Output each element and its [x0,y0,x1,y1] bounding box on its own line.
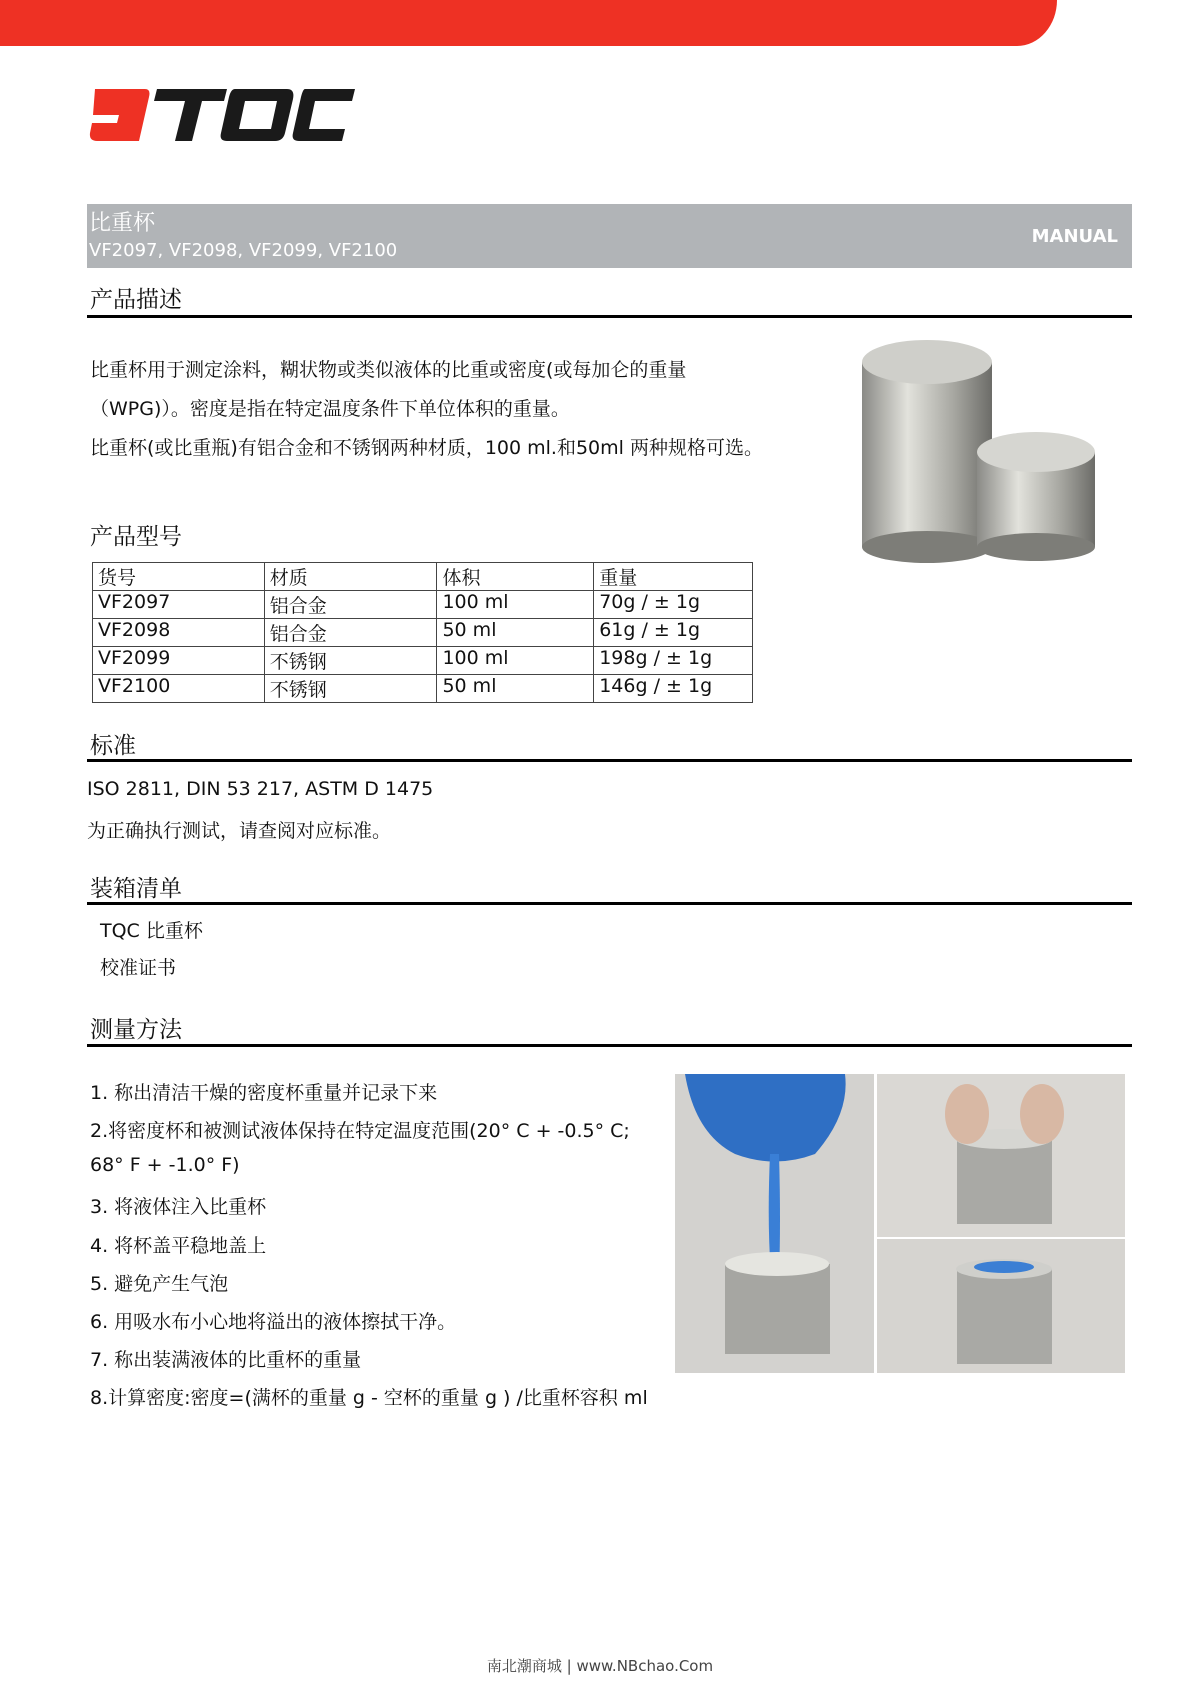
description-line: 比重杯(或比重瓶)有铝合金和不锈钢两种材质，100 ml.和50ml 两种规格可选。 [90,437,763,459]
cell: 不锈钢 [264,647,437,675]
section-heading-models: 产品型号 [90,524,182,550]
cell: VF2097 [93,591,265,619]
table-row [93,619,753,647]
column-header: 材质 [264,563,437,591]
cell: 100 ml [437,591,594,619]
cell: 50 ml [437,619,594,647]
product-photo-cups [837,332,1103,572]
cell: 不锈钢 [264,675,437,703]
cell: 70g / ± 1g [594,591,753,619]
doc-type-label: MANUAL [1031,226,1118,247]
column-header: 货号 [93,563,265,591]
section-heading-contents: 装箱清单 [90,876,182,902]
cell: 50 ml [437,675,594,703]
method-step: 4. 将杯盖平稳地盖上 [90,1235,267,1257]
section-heading-description: 产品描述 [90,287,182,313]
photo-filled-cup [877,1239,1125,1373]
method-step: 8.计算密度:密度=(满杯的重量 g - 空杯的重量 g ) /比重杯容积 ml [90,1387,648,1409]
method-step: 68° F + -1.0° F) [90,1154,240,1176]
title-bar [87,204,1132,268]
cell: 61g / ± 1g [594,619,753,647]
footer-text: 南北潮商城 | www.NBchao.Com [486,1657,714,1675]
table-row [93,675,753,703]
cell: VF2099 [93,647,265,675]
top-red-banner [0,0,1057,46]
model-numbers: VF2097, VF2098, VF2099, VF2100 [89,240,398,261]
tqc-logo [87,85,357,145]
section-heading-method: 测量方法 [90,1017,182,1043]
column-header: 重量 [594,563,753,591]
contents-item: TQC 比重杯 [100,920,203,942]
contents-item: 校准证书 [100,957,177,979]
cell: 198g / ± 1g [594,647,753,675]
divider [87,902,1132,905]
cell: 100 ml [437,647,594,675]
cell: 146g / ± 1g [594,675,753,703]
photo-pouring-liquid [675,1074,874,1373]
divider [87,1044,1132,1047]
models-table [92,562,753,703]
method-step: 7. 称出装满液体的比重杯的重量 [90,1349,362,1371]
column-header: 体积 [437,563,594,591]
table-row [93,647,753,675]
standards-note: 为正确执行测试，请查阅对应标准。 [87,820,392,842]
method-step: 1. 称出清洁干燥的密度杯重量并记录下来 [90,1082,438,1104]
description-line: （WPG)）。密度是指在特定温度条件下单位体积的重量。 [90,398,570,420]
photo-closing-lid [877,1074,1125,1237]
standards-list: ISO 2811, DIN 53 217, ASTM D 1475 [87,778,434,800]
method-step: 2.将密度杯和被测试液体保持在特定温度范围(20° C + -0.5° C; [90,1120,630,1142]
divider [87,315,1132,318]
cell: 铝合金 [264,619,437,647]
divider [87,759,1132,762]
cell: VF2098 [93,619,265,647]
cell: 铝合金 [264,591,437,619]
description-line: 比重杯用于测定涂料，糊状物或类似液体的比重或密度(或每加仑的重量 [90,359,687,381]
product-title: 比重杯 [89,211,156,236]
section-heading-standards: 标准 [90,733,136,759]
table-header-row [93,563,753,591]
method-step: 6. 用吸水布小心地将溢出的液体擦拭干净。 [90,1311,457,1333]
method-step: 5. 避免产生气泡 [90,1273,229,1295]
table-row [93,591,753,619]
method-step: 3. 将液体注入比重杯 [90,1196,267,1218]
cell: VF2100 [93,675,265,703]
